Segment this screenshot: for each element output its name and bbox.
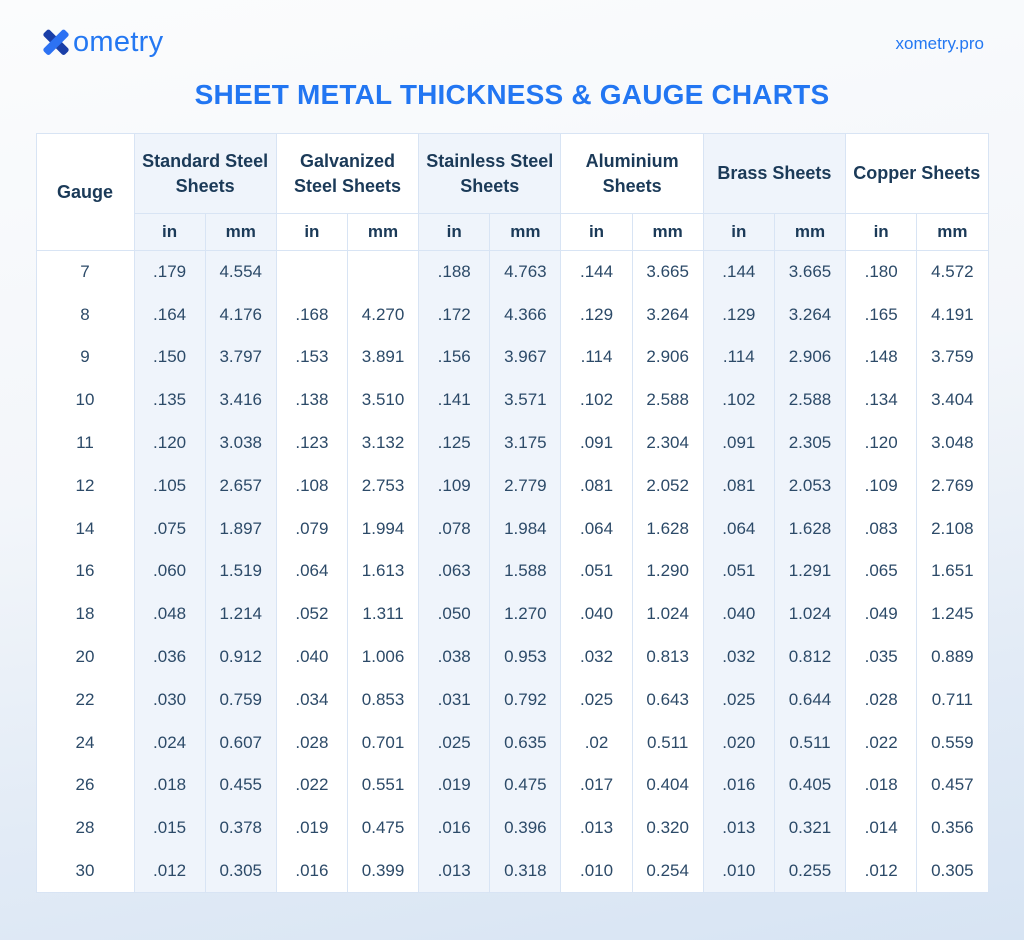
table-row xyxy=(36,764,988,807)
thickness-value-cell: .014 xyxy=(846,807,917,850)
gauge-value-cell: 20 xyxy=(36,636,134,679)
unit-header: mm xyxy=(632,214,703,251)
thickness-value-cell: .188 xyxy=(419,251,490,294)
unit-header: in xyxy=(561,214,632,251)
table-row xyxy=(36,336,988,379)
thickness-value-cell: .050 xyxy=(419,593,490,636)
thickness-value-cell: .148 xyxy=(846,336,917,379)
gauge-value-cell: 7 xyxy=(36,251,134,294)
thickness-value-cell: .012 xyxy=(134,850,205,893)
material-group-header: Standard Steel Sheets xyxy=(134,134,276,214)
thickness-value-cell: .120 xyxy=(134,422,205,465)
unit-header: in xyxy=(703,214,774,251)
thickness-value-cell xyxy=(347,251,418,294)
table-row xyxy=(36,293,988,336)
thickness-value-cell: 0.889 xyxy=(917,636,988,679)
thickness-value-cell: 4.270 xyxy=(347,293,418,336)
material-group-header: Aluminium Sheets xyxy=(561,134,703,214)
thickness-value-cell: 1.628 xyxy=(632,507,703,550)
thickness-value-cell: .018 xyxy=(846,764,917,807)
thickness-value-cell: 0.511 xyxy=(632,721,703,764)
thickness-value-cell: 2.906 xyxy=(774,336,845,379)
thickness-value-cell: 0.607 xyxy=(205,721,276,764)
thickness-value-cell: 0.321 xyxy=(774,807,845,850)
thickness-value-cell: .018 xyxy=(134,764,205,807)
thickness-value-cell: .017 xyxy=(561,764,632,807)
thickness-value-cell: 1.994 xyxy=(347,507,418,550)
unit-header: mm xyxy=(774,214,845,251)
thickness-value-cell: .179 xyxy=(134,251,205,294)
thickness-value-cell: .078 xyxy=(419,507,490,550)
thickness-value-cell: 2.769 xyxy=(917,464,988,507)
thickness-value-cell: 0.457 xyxy=(917,764,988,807)
thickness-value-cell: .075 xyxy=(134,507,205,550)
thickness-value-cell: 0.405 xyxy=(774,764,845,807)
gauge-value-cell: 24 xyxy=(36,721,134,764)
unit-header: in xyxy=(846,214,917,251)
thickness-value-cell: .063 xyxy=(419,550,490,593)
thickness-value-cell: .165 xyxy=(846,293,917,336)
thickness-value-cell: .105 xyxy=(134,464,205,507)
thickness-value-cell: 0.254 xyxy=(632,850,703,893)
thickness-value-cell: 3.759 xyxy=(917,336,988,379)
thickness-value-cell: 1.519 xyxy=(205,550,276,593)
thickness-value-cell: .010 xyxy=(703,850,774,893)
thickness-value-cell: .010 xyxy=(561,850,632,893)
thickness-value-cell: .034 xyxy=(276,678,347,721)
table-row xyxy=(36,251,988,294)
thickness-value-cell: 3.967 xyxy=(490,336,561,379)
thickness-value-cell: 2.657 xyxy=(205,464,276,507)
unit-header: mm xyxy=(490,214,561,251)
thickness-value-cell: 3.404 xyxy=(917,379,988,422)
gauge-value-cell: 11 xyxy=(36,422,134,465)
gauge-table-container xyxy=(36,133,989,893)
thickness-value-cell: .031 xyxy=(419,678,490,721)
thickness-value-cell: 2.108 xyxy=(917,507,988,550)
xometry-x-icon xyxy=(40,26,72,58)
thickness-value-cell: .048 xyxy=(134,593,205,636)
xometry-logo xyxy=(40,26,163,58)
thickness-value-cell: .091 xyxy=(561,422,632,465)
thickness-value-cell: .013 xyxy=(561,807,632,850)
thickness-value-cell: .079 xyxy=(276,507,347,550)
thickness-value-cell: .123 xyxy=(276,422,347,465)
table-row xyxy=(36,507,988,550)
thickness-value-cell: .102 xyxy=(561,379,632,422)
thickness-value-cell: .144 xyxy=(561,251,632,294)
thickness-value-cell: 0.511 xyxy=(774,721,845,764)
thickness-value-cell: .135 xyxy=(134,379,205,422)
thickness-value-cell: 0.455 xyxy=(205,764,276,807)
thickness-value-cell: 0.635 xyxy=(490,721,561,764)
thickness-value-cell: .134 xyxy=(846,379,917,422)
table-row xyxy=(36,678,988,721)
thickness-value-cell: .020 xyxy=(703,721,774,764)
thickness-value-cell: 2.305 xyxy=(774,422,845,465)
thickness-value-cell: 4.176 xyxy=(205,293,276,336)
thickness-value-cell: 2.779 xyxy=(490,464,561,507)
thickness-value-cell: .032 xyxy=(703,636,774,679)
thickness-value-cell: 1.628 xyxy=(774,507,845,550)
thickness-value-cell: 0.912 xyxy=(205,636,276,679)
thickness-value-cell: 0.318 xyxy=(490,850,561,893)
thickness-value-cell: .040 xyxy=(561,593,632,636)
thickness-value-cell: .036 xyxy=(134,636,205,679)
thickness-value-cell: 0.644 xyxy=(774,678,845,721)
thickness-value-cell: .040 xyxy=(276,636,347,679)
table-header-unit-row xyxy=(36,214,988,251)
thickness-value-cell: 4.554 xyxy=(205,251,276,294)
thickness-value-cell: 1.984 xyxy=(490,507,561,550)
thickness-value-cell: 3.264 xyxy=(632,293,703,336)
thickness-value-cell: 0.953 xyxy=(490,636,561,679)
thickness-value-cell: .108 xyxy=(276,464,347,507)
thickness-value-cell: 1.651 xyxy=(917,550,988,593)
thickness-value-cell: .022 xyxy=(846,721,917,764)
thickness-value-cell: 0.404 xyxy=(632,764,703,807)
thickness-value-cell: 1.897 xyxy=(205,507,276,550)
thickness-value-cell: .065 xyxy=(846,550,917,593)
thickness-value-cell: 3.132 xyxy=(347,422,418,465)
thickness-value-cell: 3.175 xyxy=(490,422,561,465)
thickness-value-cell: .064 xyxy=(703,507,774,550)
thickness-value-cell: .012 xyxy=(846,850,917,893)
material-group-header: Brass Sheets xyxy=(703,134,845,214)
material-group-header: Stainless Steel Sheets xyxy=(419,134,561,214)
thickness-value-cell: .035 xyxy=(846,636,917,679)
thickness-value-cell: 0.475 xyxy=(347,807,418,850)
thickness-value-cell: 1.311 xyxy=(347,593,418,636)
thickness-value-cell: 0.551 xyxy=(347,764,418,807)
page-title: SHEET METAL THICKNESS & GAUGE CHARTS xyxy=(194,79,830,110)
thickness-value-cell: 3.510 xyxy=(347,379,418,422)
thickness-value-cell: .114 xyxy=(561,336,632,379)
site-url: xometry.pro xyxy=(895,34,984,53)
thickness-value-cell: 0.378 xyxy=(205,807,276,850)
thickness-value-cell: .025 xyxy=(419,721,490,764)
thickness-value-cell: .013 xyxy=(419,850,490,893)
table-row xyxy=(36,550,988,593)
thickness-value-cell: .102 xyxy=(703,379,774,422)
thickness-value-cell: 1.245 xyxy=(917,593,988,636)
thickness-value-cell: 0.559 xyxy=(917,721,988,764)
thickness-value-cell: 2.753 xyxy=(347,464,418,507)
thickness-value-cell: 1.290 xyxy=(632,550,703,593)
table-row xyxy=(36,464,988,507)
thickness-value-cell: .156 xyxy=(419,336,490,379)
thickness-value-cell: 1.588 xyxy=(490,550,561,593)
gauge-value-cell: 18 xyxy=(36,593,134,636)
thickness-value-cell: 0.396 xyxy=(490,807,561,850)
thickness-value-cell: .172 xyxy=(419,293,490,336)
thickness-value-cell: .016 xyxy=(276,850,347,893)
gauge-value-cell: 30 xyxy=(36,850,134,893)
thickness-value-cell: 1.613 xyxy=(347,550,418,593)
thickness-value-cell: 2.052 xyxy=(632,464,703,507)
gauge-value-cell: 10 xyxy=(36,379,134,422)
thickness-value-cell: 0.643 xyxy=(632,678,703,721)
thickness-value-cell: .028 xyxy=(846,678,917,721)
thickness-value-cell: 3.038 xyxy=(205,422,276,465)
thickness-value-cell: .064 xyxy=(561,507,632,550)
thickness-value-cell: 4.366 xyxy=(490,293,561,336)
thickness-value-cell: .030 xyxy=(134,678,205,721)
thickness-value-cell: 4.572 xyxy=(917,251,988,294)
thickness-value-cell: .016 xyxy=(419,807,490,850)
thickness-value-cell: 0.305 xyxy=(205,850,276,893)
thickness-value-cell: 0.813 xyxy=(632,636,703,679)
thickness-value-cell: 2.906 xyxy=(632,336,703,379)
thickness-value-cell: .040 xyxy=(703,593,774,636)
thickness-value-cell: 0.255 xyxy=(774,850,845,893)
thickness-value-cell: .144 xyxy=(703,251,774,294)
thickness-value-cell: .051 xyxy=(561,550,632,593)
thickness-value-cell: 1.024 xyxy=(632,593,703,636)
thickness-value-cell: .02 xyxy=(561,721,632,764)
unit-header: in xyxy=(419,214,490,251)
thickness-value-cell: .109 xyxy=(419,464,490,507)
thickness-value-cell: .141 xyxy=(419,379,490,422)
table-row xyxy=(36,593,988,636)
thickness-value-cell: 2.588 xyxy=(774,379,845,422)
thickness-value-cell: 1.006 xyxy=(347,636,418,679)
unit-header: in xyxy=(276,214,347,251)
thickness-value-cell: .083 xyxy=(846,507,917,550)
thickness-value-cell: .060 xyxy=(134,550,205,593)
thickness-value-cell xyxy=(276,251,347,294)
gauge-value-cell: 9 xyxy=(36,336,134,379)
thickness-value-cell: 3.571 xyxy=(490,379,561,422)
thickness-value-cell: .153 xyxy=(276,336,347,379)
material-group-header: Galvanized Steel Sheets xyxy=(276,134,418,214)
thickness-value-cell: .129 xyxy=(703,293,774,336)
thickness-value-cell: .091 xyxy=(703,422,774,465)
thickness-value-cell: .025 xyxy=(703,678,774,721)
gauge-value-cell: 12 xyxy=(36,464,134,507)
thickness-value-cell: 0.475 xyxy=(490,764,561,807)
thickness-value-cell: .164 xyxy=(134,293,205,336)
thickness-value-cell: 2.588 xyxy=(632,379,703,422)
thickness-value-cell: 3.665 xyxy=(632,251,703,294)
thickness-value-cell: 1.024 xyxy=(774,593,845,636)
thickness-value-cell: .125 xyxy=(419,422,490,465)
thickness-value-cell: 4.191 xyxy=(917,293,988,336)
thickness-value-cell: .150 xyxy=(134,336,205,379)
thickness-value-cell: .024 xyxy=(134,721,205,764)
thickness-value-cell: 0.305 xyxy=(917,850,988,893)
table-row xyxy=(36,422,988,465)
thickness-value-cell: 0.356 xyxy=(917,807,988,850)
gauge-column-header: Gauge xyxy=(36,134,134,251)
thickness-value-cell: .038 xyxy=(419,636,490,679)
thickness-value-cell: .129 xyxy=(561,293,632,336)
thickness-value-cell: .081 xyxy=(703,464,774,507)
thickness-value-cell: 0.701 xyxy=(347,721,418,764)
thickness-value-cell: .180 xyxy=(846,251,917,294)
thickness-value-cell: .019 xyxy=(276,807,347,850)
thickness-value-cell: 1.291 xyxy=(774,550,845,593)
thickness-value-cell: 3.797 xyxy=(205,336,276,379)
unit-header: mm xyxy=(205,214,276,251)
thickness-value-cell: 0.320 xyxy=(632,807,703,850)
thickness-value-cell: .032 xyxy=(561,636,632,679)
thickness-value-cell: .013 xyxy=(703,807,774,850)
unit-header: mm xyxy=(917,214,988,251)
thickness-value-cell: 3.048 xyxy=(917,422,988,465)
thickness-value-cell: 2.304 xyxy=(632,422,703,465)
gauge-value-cell: 8 xyxy=(36,293,134,336)
thickness-value-cell: 3.665 xyxy=(774,251,845,294)
table-row xyxy=(36,721,988,764)
thickness-value-cell: 0.853 xyxy=(347,678,418,721)
thickness-value-cell: .028 xyxy=(276,721,347,764)
material-group-header: Copper Sheets xyxy=(846,134,988,214)
table-row xyxy=(36,379,988,422)
thickness-value-cell: .138 xyxy=(276,379,347,422)
top-bar xyxy=(0,0,1024,58)
thickness-value-cell: .022 xyxy=(276,764,347,807)
thickness-value-cell: .015 xyxy=(134,807,205,850)
gauge-value-cell: 16 xyxy=(36,550,134,593)
thickness-value-cell: .051 xyxy=(703,550,774,593)
thickness-value-cell: .114 xyxy=(703,336,774,379)
thickness-value-cell: 1.214 xyxy=(205,593,276,636)
sheet-metal-gauge-table xyxy=(36,133,989,893)
logo-wordmark: ometry xyxy=(73,26,164,58)
thickness-value-cell: .168 xyxy=(276,293,347,336)
thickness-value-cell: .016 xyxy=(703,764,774,807)
gauge-value-cell: 28 xyxy=(36,807,134,850)
thickness-value-cell: 0.711 xyxy=(917,678,988,721)
thickness-value-cell: 0.759 xyxy=(205,678,276,721)
thickness-value-cell: .049 xyxy=(846,593,917,636)
table-header-group-row xyxy=(36,134,988,214)
thickness-value-cell: 1.270 xyxy=(490,593,561,636)
thickness-value-cell: .109 xyxy=(846,464,917,507)
thickness-value-cell: 3.891 xyxy=(347,336,418,379)
thickness-value-cell: 3.264 xyxy=(774,293,845,336)
thickness-value-cell: 0.812 xyxy=(774,636,845,679)
unit-header: in xyxy=(134,214,205,251)
table-row xyxy=(36,807,988,850)
thickness-value-cell: .081 xyxy=(561,464,632,507)
thickness-value-cell: .052 xyxy=(276,593,347,636)
thickness-value-cell: .019 xyxy=(419,764,490,807)
thickness-value-cell: 0.792 xyxy=(490,678,561,721)
gauge-value-cell: 26 xyxy=(36,764,134,807)
thickness-value-cell: 3.416 xyxy=(205,379,276,422)
thickness-value-cell: .120 xyxy=(846,422,917,465)
thickness-value-cell: 4.763 xyxy=(490,251,561,294)
gauge-value-cell: 22 xyxy=(36,678,134,721)
gauge-value-cell: 14 xyxy=(36,507,134,550)
table-row xyxy=(36,850,988,893)
table-row xyxy=(36,636,988,679)
thickness-value-cell: .025 xyxy=(561,678,632,721)
thickness-value-cell: 2.053 xyxy=(774,464,845,507)
thickness-value-cell: .064 xyxy=(276,550,347,593)
unit-header: mm xyxy=(347,214,418,251)
thickness-value-cell: 0.399 xyxy=(347,850,418,893)
